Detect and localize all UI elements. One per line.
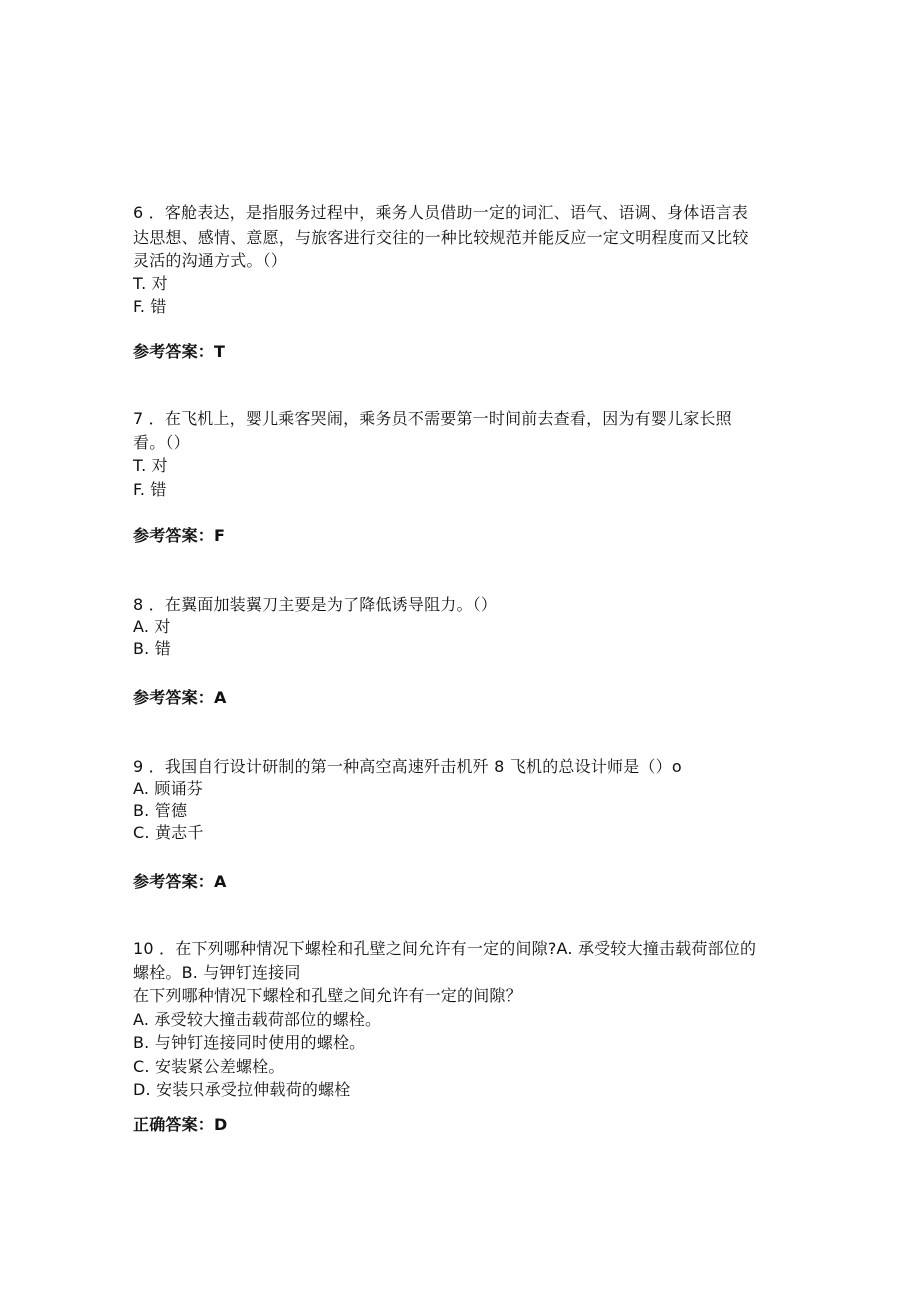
q10-option-a: A. 承受较大撞击载荷部位的螺栓。	[133, 1010, 382, 1029]
q9-option-a: A. 顾诵芬	[133, 779, 204, 798]
q10-option-b: B. 与钟钉连接同时使用的螺栓。	[133, 1033, 366, 1052]
q8-option-a: A. 对	[133, 617, 171, 636]
q6-stem-line-2: 达思想、感情、意愿，与旅客进行交往的一种比较规范并能反应一定文明程度而又比较	[133, 228, 749, 247]
q10-stem-line-3: 在下列哪种情况下螺栓和孔壁之间允许有一定的间隙？	[133, 986, 522, 1005]
q6-stem-line-3: 灵活的沟通方式。（）	[133, 251, 288, 270]
q8-option-b: B. 错	[133, 639, 171, 658]
q9-answer: 参考答案：A	[133, 872, 227, 891]
q9-option-b: B. 管德	[133, 801, 188, 820]
q6-stem-line-1: 6 ．客舱表达，是指服务过程中，乘务人员借助一定的词汇、语气、语调、身体语言表	[133, 203, 749, 222]
q10-option-c: C. 安装紧公差螺栓。	[133, 1057, 285, 1076]
q7-answer: 参考答案：F	[133, 526, 226, 545]
q10-stem-line-1: 10 ．在下列哪种情况下螺栓和孔壁之间允许有一定的间隙?A. 承受较大撞击载荷部位的	[133, 939, 757, 958]
q7-option-f: F. 错	[133, 480, 167, 499]
q6-answer: 参考答案：T	[133, 342, 226, 361]
q7-option-t: T. 对	[133, 456, 168, 475]
q6-option-t: T. 对	[133, 274, 168, 293]
q9-stem-line-1: 9 ．我国自行设计研制的第一种高空高速歼击机歼 8 飞机的总设计师是（）o	[133, 757, 682, 776]
q7-stem-line-2: 看。（）	[133, 433, 190, 452]
q6-option-f: F. 错	[133, 297, 167, 316]
q7-stem-line-1: 7 ．在飞机上，婴儿乘客哭闹，乘务员不需要第一时间前去查看，因为有婴儿家长照	[133, 409, 732, 428]
q8-stem-line-1: 8 ．在翼面加装翼刀主要是为了降低诱导阻力。（）	[133, 595, 498, 614]
q9-option-c: C. 黄志千	[133, 823, 204, 842]
q8-answer: 参考答案：A	[133, 688, 227, 707]
q10-option-d: D. 安装只承受拉伸载荷的螺栓	[133, 1080, 351, 1099]
q10-answer: 正确答案：D	[133, 1115, 228, 1134]
q10-stem-line-2: 螺栓。B. 与钾钉连接同	[133, 963, 301, 982]
